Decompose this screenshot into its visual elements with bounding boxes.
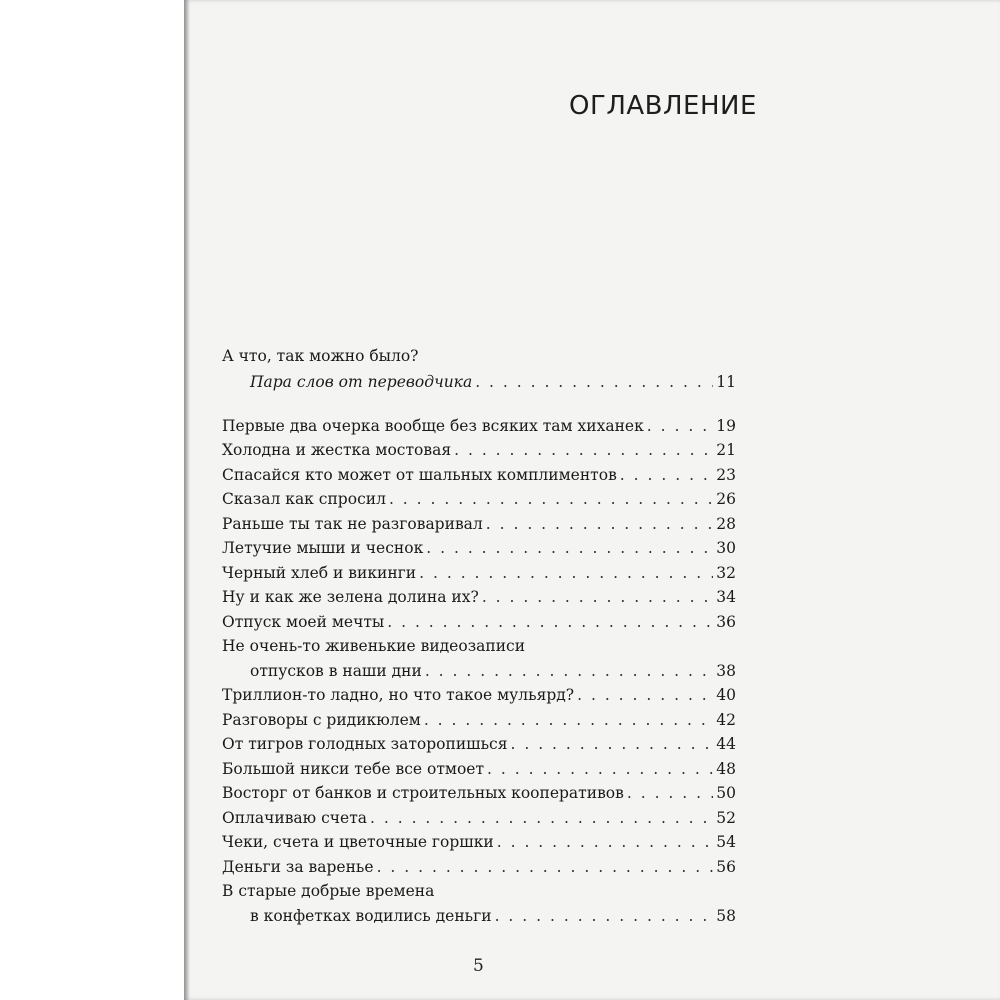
toc-leader-dots <box>486 512 714 537</box>
toc-entry <box>222 344 736 370</box>
toc-entry-page: 52 <box>716 808 736 827</box>
toc-entry-page: 44 <box>716 735 736 753</box>
toc-entry-title: Сказал как спросил <box>222 490 386 508</box>
toc-leader-dots <box>627 781 713 806</box>
toc-entry <box>222 585 736 610</box>
toc-entry-title: Восторг от банков и строительных кооперативов <box>222 784 624 802</box>
toc-entry <box>222 879 736 904</box>
toc-leader-dots <box>370 806 713 831</box>
toc-leader-dots <box>454 438 713 463</box>
toc-entry-title: Пара слов от переводчика <box>250 373 473 391</box>
toc-entry-title: Большой никси тебе все отмоет <box>222 759 485 778</box>
toc-entry-title: Летучие мыши и чеснок <box>222 539 424 557</box>
toc-entry <box>222 536 736 561</box>
toc-entry <box>222 855 736 880</box>
toc-entry-title: Холодна и жестка мостовая <box>222 441 452 459</box>
toc-entry <box>222 781 736 806</box>
toc-entry-title: Первые два очерка вообще без всяких там хиханек <box>222 416 644 435</box>
toc-entry-title: Оплачиваю счета <box>222 808 368 827</box>
toc-entry <box>222 683 736 708</box>
toc-entry <box>222 512 736 537</box>
toc-entry-page: 32 <box>716 563 736 582</box>
toc-leader-dots <box>510 732 713 757</box>
page-title: ОГЛАВЛЕНИЕ <box>569 91 757 121</box>
toc-entry <box>222 487 736 512</box>
toc-entry-title: Черный хлеб и викинги <box>222 563 417 582</box>
toc-leader-dots <box>482 585 713 610</box>
toc-entry-page: 58 <box>716 906 736 925</box>
toc-leader-dots <box>495 904 714 929</box>
toc-entry-page: 26 <box>716 490 736 508</box>
toc-entry-title: в конфетках водились деньги <box>250 906 492 925</box>
toc-leader-dots <box>425 659 713 684</box>
spine-shadow <box>184 0 190 1000</box>
toc-entry <box>222 634 736 659</box>
toc-leader-dots <box>497 830 714 855</box>
toc-leader-dots <box>647 414 713 439</box>
toc-entry-page: 48 <box>716 759 736 778</box>
toc-entry-page: 11 <box>716 373 736 391</box>
toc-leader-dots <box>577 683 713 708</box>
toc-leader-dots <box>419 561 713 586</box>
toc-entry <box>222 830 736 855</box>
toc-entry <box>222 708 736 733</box>
toc-entry-title: Раньше ты так не разговаривал <box>222 514 483 533</box>
toc-leader-dots <box>387 610 713 635</box>
toc-entry-page: 54 <box>716 833 736 851</box>
toc-leader-dots <box>426 536 713 561</box>
toc-leader-dots <box>389 487 713 512</box>
toc-entry-title: Чеки, счета и цветочные горшки <box>222 833 494 851</box>
toc-entry-title: Спасайся кто может от шальных комплиментов <box>222 465 617 484</box>
toc-entry-title: От тигров голодных заторопишься <box>222 735 508 753</box>
toc-entry-page: 28 <box>716 514 736 533</box>
toc-entry <box>222 370 736 395</box>
toc-entry-title: Ну и как же зелена долина их? <box>222 588 479 606</box>
toc-leader-dots <box>475 370 713 395</box>
toc-entry-page: 40 <box>716 686 736 704</box>
toc-entry <box>222 414 736 439</box>
table-of-contents <box>222 344 736 928</box>
toc-entry-page: 36 <box>716 612 736 631</box>
toc-leader-dots <box>620 463 713 488</box>
toc-entry <box>222 438 736 463</box>
toc-entry-page: 19 <box>716 416 736 435</box>
toc-leader-dots <box>424 708 713 733</box>
toc-entry <box>222 463 736 488</box>
toc-entry <box>222 610 736 635</box>
toc-entry <box>222 904 736 929</box>
toc-entry <box>222 732 736 757</box>
toc-entry-title: Отпуск моей мечты <box>222 612 385 631</box>
toc-entry <box>222 806 736 831</box>
toc-entry <box>222 757 736 782</box>
toc-entry-title: Не очень-то живенькие видеозаписи <box>222 637 526 655</box>
toc-leader-dots <box>487 757 713 782</box>
toc-entry <box>222 659 736 684</box>
toc-entry-title: Триллион-то ладно, но что такое мульярд? <box>222 686 575 704</box>
page-number: 5 <box>473 956 484 976</box>
toc-entry-page: 50 <box>716 784 736 802</box>
toc-entry <box>222 561 736 586</box>
toc-entry-page: 34 <box>716 588 736 606</box>
toc-entry-page: 56 <box>716 857 736 876</box>
toc-leader-dots <box>377 855 714 880</box>
toc-entry-title: Деньги за варенье <box>222 857 374 876</box>
toc-entry-title: Разговоры с ридикюлем <box>222 710 421 729</box>
toc-entry-page: 42 <box>716 710 736 729</box>
toc-entry-page: 30 <box>716 539 736 557</box>
toc-entry-page: 23 <box>716 465 736 484</box>
toc-entry-title: В старые добрые времена <box>222 882 435 900</box>
toc-entry-page: 38 <box>716 661 736 680</box>
toc-entry-page: 21 <box>716 441 736 459</box>
toc-entry-title: отпусков в наши дни <box>250 661 422 680</box>
toc-entry-title: А что, так можно было? <box>222 347 419 365</box>
